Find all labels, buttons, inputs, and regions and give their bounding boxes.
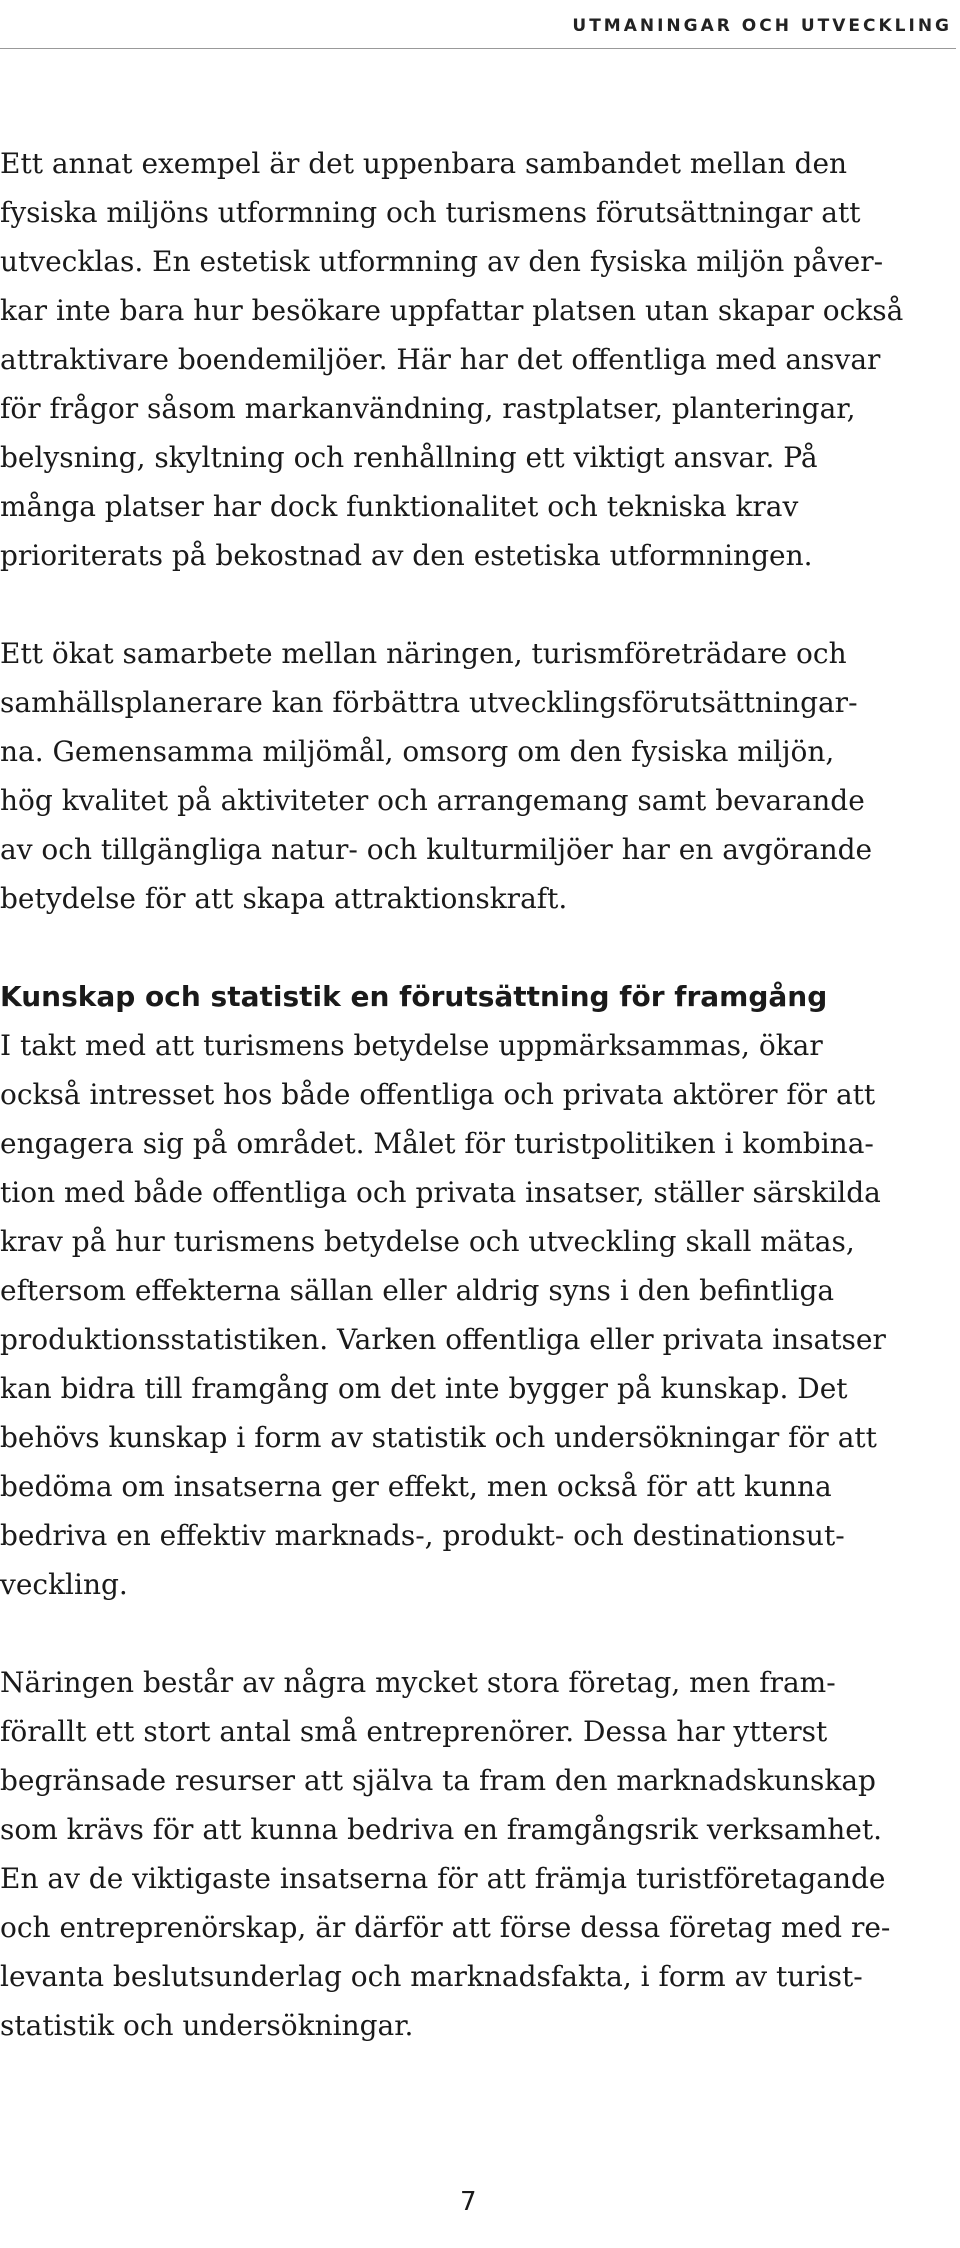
paragraph xyxy=(0,1658,940,2050)
text-line: engagera sig på området. Målet för turistpolitiken i kombina- xyxy=(0,1127,874,1160)
text-line: och entreprenörskap, är därför att förse dessa företag med re- xyxy=(0,1911,891,1944)
text-line: Ett ökat samarbete mellan näringen, turismföreträdare och xyxy=(0,637,847,670)
text-line: för frågor såsom markanvändning, rastplatser, planteringar, xyxy=(0,392,856,425)
text-line: eftersom effekterna sällan eller aldrig syns i den befintliga xyxy=(0,1274,835,1307)
text-line: krav på hur turismens betydelse och utveckling skall mätas, xyxy=(0,1225,855,1258)
section-heading: Kunskap och statistik en förutsättning för framgång xyxy=(0,980,828,1013)
text-line: bedöma om insatserna ger effekt, men också för att kunna xyxy=(0,1470,832,1503)
text-line: levanta beslutsunderlag och marknadsfakta, i form av turist- xyxy=(0,1960,863,1993)
text-line: som krävs för att kunna bedriva en framgångsrik verksamhet. xyxy=(0,1813,882,1846)
text-line: statistik och undersökningar. xyxy=(0,2009,414,2042)
text-line: också intresset hos både offentliga och privata aktörer för att xyxy=(0,1078,876,1111)
text-line: hög kvalitet på aktiviteter och arrangemang samt bevarande xyxy=(0,784,865,817)
text-line: behövs kunskap i form av statistik och undersökningar för att xyxy=(0,1421,877,1454)
text-line: I takt med att turismens betydelse uppmärksammas, ökar xyxy=(0,1029,823,1062)
text-line: många platser har dock funktionalitet och tekniska krav xyxy=(0,490,799,523)
page-number: 7 xyxy=(460,2187,477,2217)
text-line: Ett annat exempel är det uppenbara sambandet mellan den xyxy=(0,147,848,180)
text-line: av och tillgängliga natur- och kulturmiljöer har en avgörande xyxy=(0,833,873,866)
text-line: na. Gemensamma miljömål, omsorg om den fysiska miljön, xyxy=(0,735,835,768)
text-line: kan bidra till framgång om det inte bygger på kunskap. Det xyxy=(0,1372,848,1405)
text-line: En av de viktigaste insatserna för att främja turistföretagande xyxy=(0,1862,886,1895)
paragraph xyxy=(0,139,940,580)
page-content xyxy=(0,139,940,2050)
text-line: förallt ett stort antal små entreprenörer. Dessa har ytterst xyxy=(0,1715,828,1748)
paragraph xyxy=(0,1021,940,1609)
text-line: belysning, skyltning och renhållning ett viktigt ansvar. På xyxy=(0,441,818,474)
text-line: begränsade resurser att själva ta fram den marknadskunskap xyxy=(0,1764,876,1797)
paragraph xyxy=(0,629,940,923)
text-line: Näringen består av några mycket stora företag, men fram- xyxy=(0,1666,836,1699)
text-line: fysiska miljöns utformning och turismens förutsättningar att xyxy=(0,196,861,229)
text-line: utvecklas. En estetisk utformning av den fysiska miljön påver- xyxy=(0,245,884,278)
running-head: UTMANINGAR OCH UTVECKLING xyxy=(572,16,952,36)
text-line: prioriterats på bekostnad av den estetiska utformningen. xyxy=(0,539,813,572)
header-rule xyxy=(0,48,956,49)
text-line: tion med både offentliga och privata insatser, ställer särskilda xyxy=(0,1176,881,1209)
text-line: attraktivare boendemiljöer. Här har det offentliga med ansvar xyxy=(0,343,881,376)
text-line: produktionsstatistiken. Varken offentliga eller privata insatser xyxy=(0,1323,886,1356)
text-line: samhällsplanerare kan förbättra utvecklingsförutsättningar- xyxy=(0,686,858,719)
text-line: veckling. xyxy=(0,1568,128,1601)
text-line: kar inte bara hur besökare uppfattar platsen utan skapar också xyxy=(0,294,904,327)
text-line: bedriva en effektiv marknads-, produkt- och destinationsut- xyxy=(0,1519,845,1552)
text-line: betydelse för att skapa attraktionskraft. xyxy=(0,882,568,915)
